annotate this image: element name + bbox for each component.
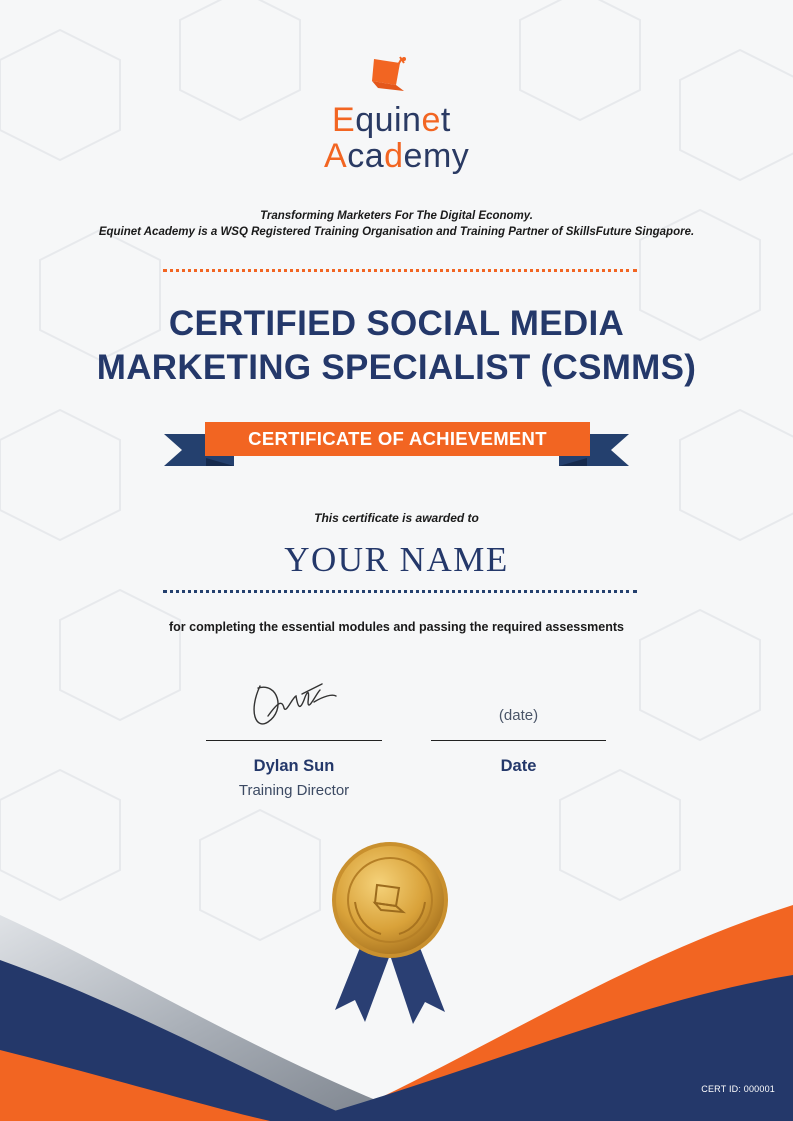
certificate-title-line1: CERTIFIED SOCIAL MEDIA <box>168 304 625 343</box>
certificate-id: CERT ID: 000001 <box>701 1084 775 1094</box>
certificate-title-line2: MARKETING SPECIALIST (CSMMS) <box>96 348 697 387</box>
ribbon-label: CERTIFICATE OF ACHIEVEMENT <box>248 428 547 449</box>
signatory-name: Dylan Sun <box>253 757 335 775</box>
completion-text: for completing the essential modules and passing the required assessments <box>169 620 624 634</box>
date-label: Date <box>500 757 537 775</box>
awarded-to-text: This certificate is awarded to <box>314 511 479 525</box>
tagline-primary: Transforming Marketers For The Digital Economy. <box>260 210 533 222</box>
logo-word-academy: Academy <box>324 137 470 175</box>
tagline-secondary: Equinet Academy is a WSQ Registered Training Organisation and Training Partner of SkillsFuture Singapore. <box>98 226 695 238</box>
recipient-name: YOUR NAME <box>284 540 509 579</box>
date-value: (date) <box>498 707 539 724</box>
logo-word-equinet: Equinet <box>332 101 451 139</box>
signatory-title: Training Director <box>238 782 350 799</box>
gold-seal-icon <box>315 840 465 1040</box>
